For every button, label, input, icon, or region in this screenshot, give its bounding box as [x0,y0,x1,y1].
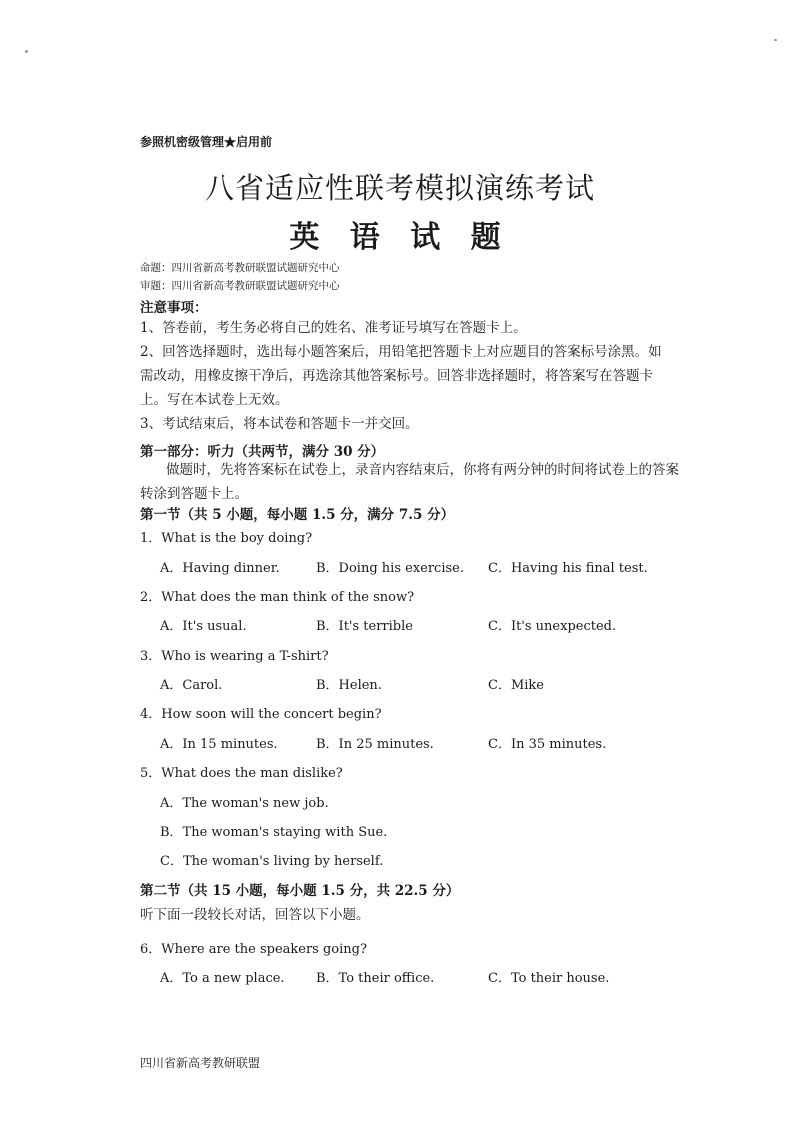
page-footer: 四川省新高考教研联盟 [140,1056,261,1070]
option-a: A．Carol. [160,678,223,693]
question [140,586,414,605]
question-number: 4． [140,707,162,722]
option-a: A．In 15 minutes. [160,737,278,752]
option-b: B．Doing his exercise. [316,561,464,576]
option-c: C．Having his final test. [488,561,648,576]
question [140,762,343,781]
question-number: 6． [140,942,162,957]
question-text: How soon will the concert begin? [161,707,382,722]
option-b: B．To their office. [316,971,435,986]
note-item: 3、考试结束后，将本试卷和答题卡一并交回。 [140,416,419,432]
option-a: A．To a new place. [160,971,285,986]
option-b: B．In 25 minutes. [316,737,434,752]
question [140,527,312,546]
part1-heading: 第一部分：听力（共两节，满分 30 分） [140,444,385,460]
question-number: 3． [140,649,162,664]
note-item: 2、回答选择题时，选出每小题答案后，用铅笔把答题卡上对应题目的答案标号涂黑。如需改动，用橡皮擦干净后，再选涂其他答案标号。回答非选择题时，将答案写在答题卡上。写在本试卷上无效。 [140,344,662,408]
option-c: C．Mike [488,678,544,693]
question [140,938,367,957]
option-b: B．The woman's staying with Sue. [160,825,388,840]
scan-speck [774,39,777,41]
review-credit: 审题：四川省新高考教研联盟试题研究中心 [140,280,340,292]
option-b: B．Helen. [316,678,382,693]
secret-level-label: 参照机密级管理★启用前 [140,135,273,149]
part1-description: 做题时，先将答案标在试卷上，录音内容结束后，你将有两分钟的时间将试卷上的答案转涂到答题卡上。 [140,462,679,502]
question-text: Where are the speakers going? [161,942,367,957]
exam-subject: 英 语 试 题 [289,220,511,255]
question-text: What does the man think of the snow? [161,590,415,605]
option-b: B．It's terrible [316,619,413,634]
exam-title: 八省适应性联考模拟演练考试 [204,171,595,205]
option-a: A．The woman's new job. [160,796,329,811]
option-c: C．To their house. [488,971,610,986]
scan-speck [25,50,28,53]
question [140,645,329,664]
section2-heading: 第二节（共 15 小题，每小题 1.5 分，共 22.5 分） [140,883,460,899]
question-number: 1． [140,531,162,546]
option-c: C．The woman's living by herself. [160,854,384,869]
section2-intro: 听下面一段较长对话，回答以下小题。 [140,907,370,923]
question [140,703,382,722]
option-a: A．Having dinner. [160,561,280,576]
notes-heading: 注意事项： [140,300,208,316]
note-item: 1、答卷前，考生务必将自己的姓名、准考证号填写在答题卡上。 [140,320,527,336]
option-a: A．It's usual. [160,619,247,634]
section1-heading: 第一节（共 5 小题，每小题 1.5 分，满分 7.5 分） [140,507,455,523]
option-c: C．It's unexpected. [488,619,617,634]
question-number: 5． [140,766,162,781]
question-text: What does the man dislike? [161,766,343,781]
question-number: 2． [140,590,162,605]
option-c: C．In 35 minutes. [488,737,607,752]
question-text: What is the boy doing? [161,531,313,546]
proposition-credit: 命题：四川省新高考教研联盟试题研究中心 [140,262,340,274]
question-text: Who is wearing a T-shirt? [161,649,329,664]
